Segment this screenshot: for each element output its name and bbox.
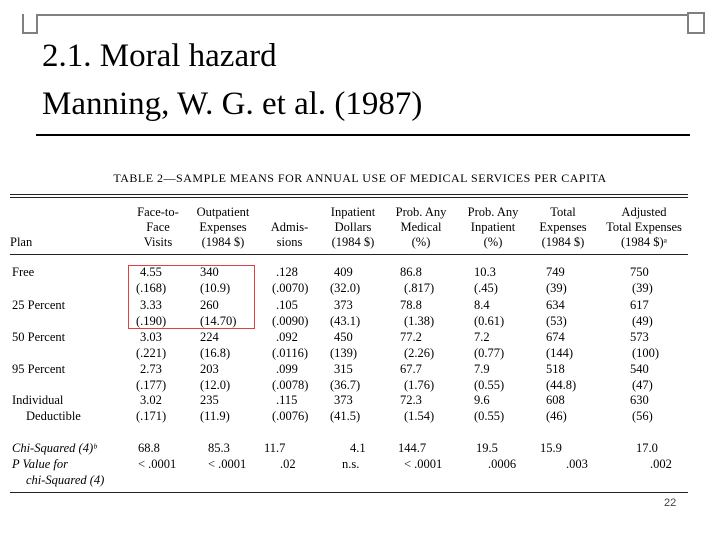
chi-squared-value: 15.9 [540, 441, 562, 455]
table-rule-bottom [10, 492, 688, 493]
table-cell-se: (36.7) [330, 378, 361, 392]
header-line: Face [146, 220, 170, 234]
table-cell-value: 10.3 [474, 265, 496, 279]
table-cell-value: 86.8 [400, 265, 422, 279]
chi-squared-value: 19.5 [476, 441, 498, 455]
p-value: .0006 [488, 457, 517, 471]
table-cell-se: (0.55) [474, 409, 505, 423]
table-cell-se: (.0090) [272, 314, 309, 328]
header-line: Prob. Any [467, 205, 519, 219]
header-line: Face-to- [137, 205, 179, 219]
header-line: sions [276, 235, 303, 249]
table-cell-value: 260 [200, 298, 219, 312]
table-caption: TABLE 2—SAMPLE MEANS FOR ANNUAL USE OF MEDICAL SERVICES PER CAPITA [113, 171, 607, 185]
table-cell-value: 3.02 [140, 393, 162, 407]
header-line: Outpatient [196, 205, 250, 219]
header-line: (1984 $) [541, 235, 585, 249]
table-cell-se: (2.26) [404, 346, 435, 360]
header-line: Medical [400, 220, 442, 234]
p-value: < .0001 [138, 457, 177, 471]
table-cell-value: 674 [546, 330, 565, 344]
table-cell-se: (.168) [136, 281, 167, 295]
header-line: Adjusted [621, 205, 667, 219]
header-line: Inpatient [470, 220, 516, 234]
header-line: Total Expenses [606, 220, 682, 234]
table-cell-se: (12.0) [200, 378, 231, 392]
slide-title-line2: Manning, W. G. et al. (1987) [42, 86, 423, 122]
table-cell-se: (41.5) [330, 409, 361, 423]
table-cell-se: (46) [546, 409, 567, 423]
table-cell-value: 340 [200, 265, 219, 279]
table-cell-se: (.0078) [272, 378, 309, 392]
chi-squared-label: Chi-Squared (4)ᵇ [12, 441, 97, 455]
table-cell-value: 608 [546, 393, 565, 407]
table-cell-value: 373 [334, 298, 353, 312]
highlight-box [128, 265, 255, 329]
table-cell-se: (.0070) [272, 281, 309, 295]
table-cell-se: (43.1) [330, 314, 361, 328]
table-cell-se: (0.61) [474, 314, 505, 328]
table-cell-value: 749 [546, 265, 565, 279]
header-line: Visits [143, 235, 173, 249]
table-cell-se: (44.8) [546, 378, 577, 392]
header-line: (%) [411, 235, 431, 249]
table-cell-value: 2.73 [140, 362, 162, 376]
table-cell-value: 77.2 [400, 330, 422, 344]
table-cell-value: 3.33 [140, 298, 162, 312]
table-cell-value: 9.6 [474, 393, 490, 407]
table-cell-se: (.45) [474, 281, 498, 295]
header-plan: Plan [10, 235, 33, 249]
table-cell-value: 373 [334, 393, 353, 407]
slide-top-rule [22, 14, 687, 16]
table-cell-value: 72.3 [400, 393, 422, 407]
table-cell-value: 235 [200, 393, 219, 407]
slide-corner-box-right [687, 12, 705, 34]
chi-squared-value: 144.7 [398, 441, 427, 455]
table-cell-se: (.171) [136, 409, 167, 423]
p-value: n.s. [342, 457, 360, 471]
table-cell-se: (32.0) [330, 281, 361, 295]
header-line: (1984 $) [331, 235, 375, 249]
table-cell-se: (56) [632, 409, 653, 423]
table-cell-se: (0.77) [474, 346, 505, 360]
table-cell-value: .092 [276, 330, 298, 344]
table-cell-se: (47) [632, 378, 653, 392]
p-value-label-2: chi-Squared (4) [26, 473, 105, 487]
table-cell-value: 203 [200, 362, 219, 376]
header-line: Prob. Any [395, 205, 447, 219]
table-cell-se: (.817) [404, 281, 435, 295]
p-value: .002 [650, 457, 672, 471]
table-cell-value: 224 [200, 330, 219, 344]
table-cell-value: .128 [276, 265, 298, 279]
header-adjusted [598, 205, 690, 250]
row-plan-label: Free [12, 265, 35, 279]
header-prob-medical [388, 205, 454, 250]
header-line: (1984 $) [201, 235, 245, 249]
header-line: Inpatient [330, 205, 376, 219]
header-line: Total [550, 205, 576, 219]
table-cell-se: (.190) [136, 314, 167, 328]
table-cell-value: 518 [546, 362, 565, 376]
header-line: Expenses [539, 220, 587, 234]
table-cell-se: (1.54) [404, 409, 435, 423]
table-cell-se: (1.76) [404, 378, 435, 392]
table-cell-value: 409 [334, 265, 353, 279]
table-cell-value: 4.55 [140, 265, 162, 279]
table-cell-se: (139) [330, 346, 358, 360]
header-line: Expenses [199, 220, 247, 234]
header-inpatient [322, 205, 384, 250]
table-cell-value: 630 [630, 393, 649, 407]
table-cell-value: 750 [630, 265, 649, 279]
row-plan-label: 95 Percent [12, 362, 66, 376]
chi-squared-value: 4.1 [350, 441, 366, 455]
table-cell-se: (1.38) [404, 314, 435, 328]
slide-corner-box-left [22, 14, 38, 34]
table-cell-value: 315 [334, 362, 353, 376]
table-rule-header [10, 254, 688, 255]
table-cell-value: 634 [546, 298, 565, 312]
chi-squared-value: 68.8 [138, 441, 160, 455]
table-cell-se: (.0076) [272, 409, 309, 423]
slide-title-line1: 2.1. Moral hazard [42, 38, 277, 74]
table-cell-value: 67.7 [400, 362, 422, 376]
table-cell-se: (53) [546, 314, 567, 328]
table-cell-value: 573 [630, 330, 649, 344]
table-cell-se: (39) [632, 281, 653, 295]
table-cell-value: 7.9 [474, 362, 490, 376]
table-cell-se: (10.9) [200, 281, 231, 295]
header-line: Admis- [270, 220, 309, 234]
row-plan-label: 50 Percent [12, 330, 66, 344]
row-plan-label-2: Deductible [26, 409, 81, 423]
p-value: .003 [566, 457, 588, 471]
header-line: (%) [483, 235, 503, 249]
chi-squared-value: 85.3 [208, 441, 230, 455]
header-admissions [262, 220, 317, 250]
header-prob-inpatient [460, 205, 526, 250]
p-value: < .0001 [404, 457, 443, 471]
p-value: .02 [280, 457, 296, 471]
chi-squared-value: 11.7 [264, 441, 286, 455]
table-cell-value: 8.4 [474, 298, 490, 312]
table-cell-value: .115 [276, 393, 298, 407]
table-cell-value: 617 [630, 298, 649, 312]
table-rule-top-2 [10, 197, 688, 198]
table-cell-value: 7.2 [474, 330, 490, 344]
header-line: Dollars [334, 220, 372, 234]
row-plan-label: 25 Percent [12, 298, 66, 312]
title-underline [36, 134, 690, 136]
table-cell-se: (14.70) [200, 314, 237, 328]
header-line: (1984 $)ᵃ [620, 235, 668, 249]
table-cell-value: .099 [276, 362, 298, 376]
slide-title [42, 32, 422, 128]
p-value: < .0001 [208, 457, 247, 471]
table-cell-value: .105 [276, 298, 298, 312]
table-cell-value: 450 [334, 330, 353, 344]
header-outpatient [188, 205, 258, 250]
table-cell-se: (39) [546, 281, 567, 295]
table-cell-se: (100) [632, 346, 660, 360]
chi-squared-value: 17.0 [636, 441, 658, 455]
table-cell-value: 3.03 [140, 330, 162, 344]
page-number: 22 [664, 497, 677, 509]
table-cell-se: (16.8) [200, 346, 231, 360]
table-cell-se: (.221) [136, 346, 167, 360]
table-rule-top [10, 194, 688, 195]
table-cell-se: (144) [546, 346, 574, 360]
table-cell-se: (49) [632, 314, 653, 328]
header-face-to-face [128, 205, 188, 250]
table-cell-se: (.0116) [272, 346, 308, 360]
header-total [532, 205, 594, 250]
table-cell-value: 78.8 [400, 298, 422, 312]
table-cell-se: (0.55) [474, 378, 505, 392]
row-plan-label: Individual [12, 393, 64, 407]
p-value-label: P Value for [12, 457, 69, 471]
table-cell-value: 540 [630, 362, 649, 376]
table-cell-se: (11.9) [200, 409, 230, 423]
table-cell-se: (.177) [136, 378, 167, 392]
